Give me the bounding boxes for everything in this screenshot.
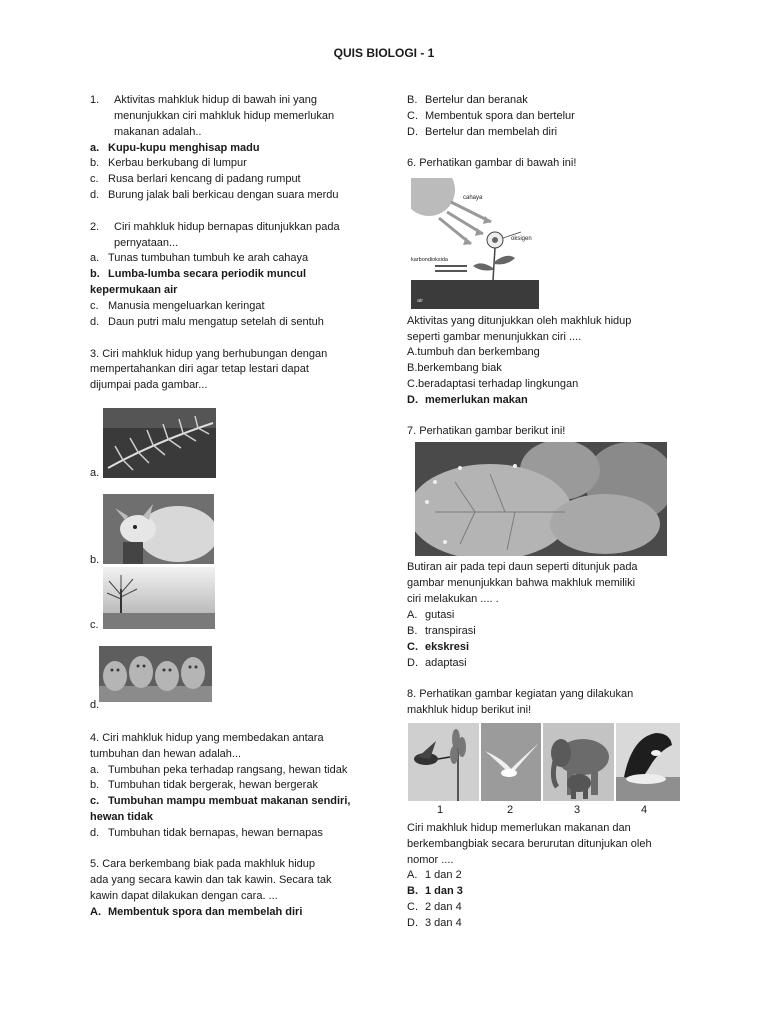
question-stem-line: tumbuhan dan hewan adalah... — [90, 748, 242, 760]
answer-option-d[interactable]: D. Bertelur dan membelah diri — [407, 126, 558, 138]
answer-option-c[interactable]: c. Rusa berlari kencang di padang rumput — [90, 173, 301, 185]
answer-option-c[interactable]: c. Manusia mengeluarkan keringat — [90, 300, 265, 312]
answer-option-c[interactable]: C. Membentuk spora dan bertelur — [407, 110, 575, 122]
question-stem-line: menunjukkan ciri mahkluk hidup memerlukan — [114, 110, 335, 122]
answer-option-b[interactable]: b. Lumba-lumba secara periodik muncul — [90, 268, 307, 280]
question-stem-line: Ciri mahkluk hidup bernapas ditunjukkan pada — [114, 221, 340, 233]
guttation-leaf-photo[interactable] — [415, 442, 667, 556]
question-stem-line: makanan adalah.. — [114, 126, 202, 138]
figure-label-d: d. — [90, 699, 100, 711]
answer-option-d[interactable]: d. Daun putri malu mengatup setelah di sentuh — [90, 316, 324, 328]
answer-option-a[interactable]: A. Membentuk spora dan membelah diri — [90, 906, 303, 918]
question-stem-line: 3. Ciri mahkluk hidup yang berhubungan dengan — [90, 348, 328, 360]
answer-option-b[interactable]: b. Kerbau berkubang di lumpur — [90, 157, 247, 169]
answer-option-c[interactable]: C.beradaptasi terhadap lingkungan — [407, 378, 579, 390]
answer-option-c-continued: hewan tidak — [90, 811, 153, 823]
fern-leaf-photo[interactable] — [103, 408, 216, 478]
question-text-line: seperti gambar menunjukkan ciri .... — [407, 331, 582, 343]
answer-option-b-continued: kepermukaan air — [90, 284, 178, 296]
figure-number-3: 3 — [574, 804, 581, 816]
question-text-line: ciri melakukan .... . — [407, 593, 499, 605]
figure-label-a: a. — [90, 467, 100, 479]
question-text-line: berkembangbiak secara berurutan ditunjukan oleh — [407, 838, 652, 850]
answer-option-b[interactable]: B. 1 dan 3 — [407, 885, 463, 897]
question-text-line: gambar menunjukkan bahwa makhluk memiliki — [407, 577, 636, 589]
page-title: QUIS BIOLOGI - 1 — [333, 46, 435, 60]
label-cahaya: cahaya — [463, 195, 483, 201]
question-text-line: Aktivitas yang ditunjukkan oleh makhluk hidup — [407, 315, 632, 327]
photosynthesis-diagram[interactable] — [411, 178, 539, 309]
answer-option-a[interactable]: a. Kupu-kupu menghisap madu — [90, 142, 260, 154]
answer-option-b[interactable]: b. Tumbuhan tidak bergerak, hewan bergerak — [90, 779, 318, 791]
answer-option-d[interactable]: D. adaptasi — [407, 657, 467, 669]
question-stem-line: 6. Perhatikan gambar di bawah ini! — [407, 157, 577, 169]
answer-option-b[interactable]: B. transpirasi — [407, 625, 476, 637]
seagull-photo[interactable] — [481, 723, 541, 801]
question-number: 1. — [90, 94, 100, 106]
figure-number-4: 4 — [641, 804, 648, 816]
answer-option-b[interactable]: B.berkembang biak — [407, 362, 502, 374]
question-stem-line: ada yang secara kawin dan tak kawin. Secara tak — [90, 874, 332, 886]
question-text-line: nomor .... — [407, 854, 454, 866]
question-text-line: Ciri makhluk hidup memerlukan makanan dan — [407, 822, 631, 834]
label-oksigen: oksigen — [511, 236, 532, 242]
answer-option-a[interactable]: a. Tunas tumbuhan tumbuh ke arah cahaya — [90, 252, 309, 264]
question-stem-line: Aktivitas mahkluk hidup di bawah ini yang — [114, 94, 318, 106]
question-text-line: Butiran air pada tepi daun seperti ditunjuk pada — [407, 561, 638, 573]
kittens-photo[interactable] — [99, 646, 212, 702]
question-stem-line: dijumpai pada gambar... — [90, 379, 208, 391]
figure-label-b: b. — [90, 554, 100, 566]
question-stem-line: makhluk hidup berikut ini! — [407, 704, 532, 716]
figure-number-1: 1 — [437, 804, 444, 816]
answer-option-d[interactable]: D. memerlukan makan — [407, 394, 528, 406]
answer-option-a[interactable]: A.tumbuh dan berkembang — [407, 346, 540, 358]
answer-option-d[interactable]: d. Burung jalak bali berkicau dengan suara merdu — [90, 189, 339, 201]
label-karbondioksida: karbondioksida — [411, 257, 448, 263]
answer-option-c[interactable]: C. ekskresi — [407, 641, 470, 653]
hummingbird-photo[interactable] — [408, 723, 479, 801]
figure-label-c: c. — [90, 619, 99, 631]
goat-photo[interactable] — [103, 494, 214, 564]
answer-option-a[interactable]: A. gutasi — [407, 609, 455, 621]
question-stem-line: 5. Cara berkembang biak pada makhluk hidup — [90, 858, 316, 870]
question-stem-line: pernyataan... — [114, 237, 179, 249]
elephants-photo[interactable] — [543, 723, 614, 801]
answer-option-c[interactable]: C. 2 dan 4 — [407, 901, 462, 913]
label-air: air — [417, 298, 424, 304]
answer-option-d[interactable]: D. 3 dan 4 — [407, 917, 462, 929]
answer-option-a[interactable]: a. Tumbuhan peka terhadap rangsang, hewan tidak — [90, 764, 348, 776]
answer-option-a[interactable]: A. 1 dan 2 — [407, 869, 462, 881]
foggy-tree-landscape-photo[interactable] — [103, 567, 215, 629]
question-stem-line: mempertahankan diri agar tetap lestari dapat — [90, 363, 309, 375]
answer-option-b[interactable]: B. Bertelur dan beranak — [407, 94, 528, 106]
question-number: 2. — [90, 221, 100, 233]
answer-option-d[interactable]: d. Tumbuhan tidak bernapas, hewan bernapas — [90, 827, 323, 839]
orca-photo[interactable] — [616, 723, 680, 801]
figure-number-2: 2 — [507, 804, 514, 816]
answer-option-c[interactable]: c. Tumbuhan mampu membuat makanan sendiri, — [90, 795, 351, 807]
question-stem-line: 4. Ciri mahkluk hidup yang membedakan antara — [90, 732, 324, 744]
question-stem-line: 8. Perhatikan gambar kegiatan yang dilakukan — [407, 688, 634, 700]
question-stem-line: kawin dapat dilakukan dengan cara. ... — [90, 890, 278, 902]
question-stem-line: 7. Perhatikan gambar berikut ini! — [407, 425, 566, 437]
